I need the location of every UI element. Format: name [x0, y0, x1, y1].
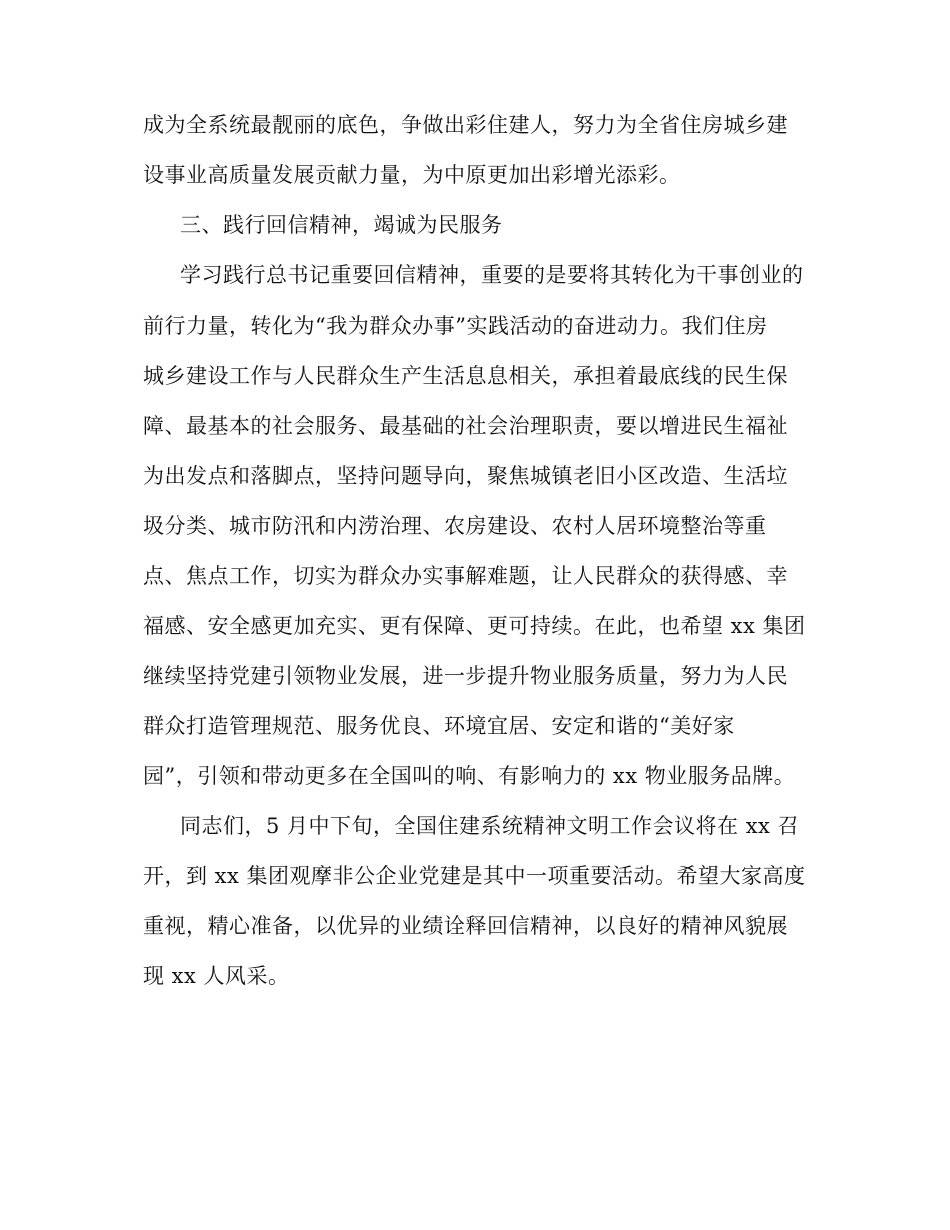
paragraph-line: 继续坚持党建引领物业发展，进一步提升物业服务质量，努力为人民 — [143, 664, 788, 688]
paragraph-line: 同志们，5 月中下旬，全国住建系统精神文明工作会议将在 xx 召 — [180, 814, 800, 838]
paragraph-line: 群众打造管理规范、服务优良、环境宜居、安定和谐的“美好家 — [143, 714, 735, 738]
paragraph-line: 园”，引领和带动更多在全国叫的响、有影响力的 xx 物业服务品牌。 — [143, 764, 796, 788]
paragraph-line: 城乡建设工作与人民群众生产生活息息相关，承担着最底线的民生保 — [143, 364, 788, 388]
paragraph-line: 点、焦点工作，切实为群众办实事解难题，让人民群众的获得感、幸 — [143, 564, 788, 588]
paragraph-line: 现 xx 人风采。 — [143, 964, 290, 988]
paragraph-line: 学习践行总书记重要回信精神，重要的是要将其转化为干事创业的 — [180, 263, 804, 287]
paragraph-line: 重视，精心准备，以优异的业绩诠释回信精神，以良好的精神风貌展 — [143, 914, 788, 938]
paragraph-line: 福感、安全感更加充实、更有保障、更可持续。在此，也希望 xx 集团 — [143, 614, 806, 638]
paragraph-line: 设事业高质量发展贡献力量，为中原更加出彩增光添彩。 — [143, 163, 681, 187]
paragraph-line: 为出发点和落脚点，坚持问题导向，聚焦城镇老旧小区改造、生活垃 — [143, 464, 788, 488]
paragraph-line: 前行力量，转化为“我为群众办事”实践活动的奋进动力。我们住房 — [143, 314, 768, 338]
paragraph-line: 成为全系统最靓丽的底色，争做出彩住建人，努力为全省住房城乡建 — [143, 113, 788, 137]
paragraph-line: 开，到 xx 集团观摩非公企业党建是其中一项重要活动。希望大家高度 — [143, 864, 806, 888]
section-heading: 三、践行回信精神，竭诚为民服务 — [180, 213, 503, 237]
paragraph-line: 圾分类、城市防汛和内涝治理、农房建设、农村人居环境整治等重 — [143, 514, 767, 538]
paragraph-line: 障、最基本的社会服务、最基础的社会治理职责，要以增进民生福祉 — [143, 414, 788, 438]
